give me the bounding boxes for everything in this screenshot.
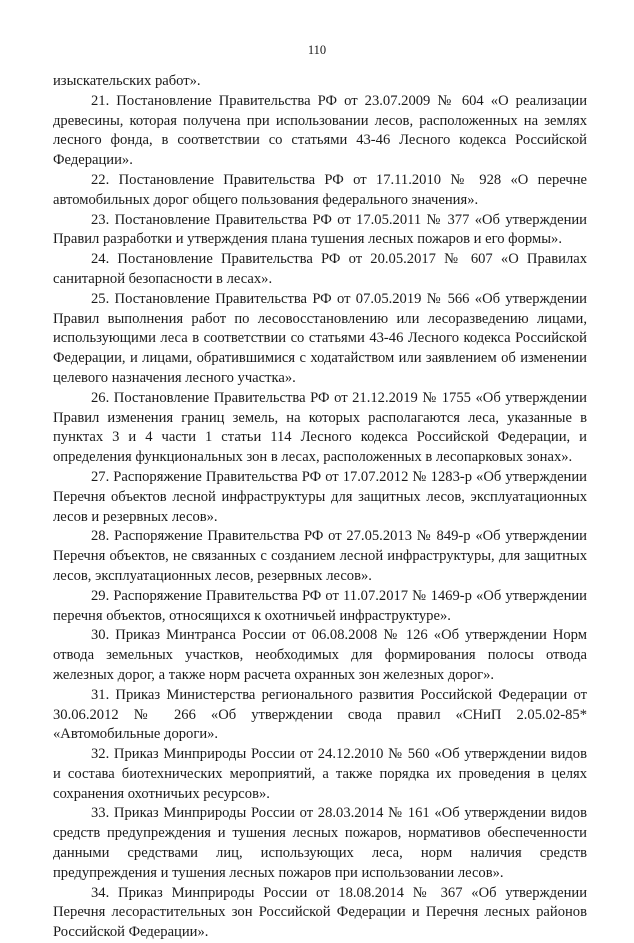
- list-item: 26. Постановление Правительства РФ от 21.12.2019 № 1755 «Об утверждении Правил изменения границ земель, на которых располагаются леса, указанные в пунктах 3 и 4 части 1 статьи 114 Лесного кодекса Российской Федерации, и определения функциональных зон в лесах, расположенных в лесопарковых зонах».: [53, 389, 587, 466]
- list-item: 23. Постановление Правительства РФ от 17.05.2011 № 377 «Об утверждении Правил разработки и утверждения плана тушения лесных пожаров и его формы».: [53, 211, 587, 248]
- document-body: [53, 72, 587, 943]
- list-item: 22. Постановление Правительства РФ от 17.11.2010 № 928 «О перечне автомобильных дорог общего пользования федерального значения».: [53, 171, 587, 208]
- list-item: 29. Распоряжение Правительства РФ от 11.07.2017 № 1469-р «Об утверждении перечня объектов, относящихся к охотничьей инфраструктуре».: [53, 587, 587, 624]
- list-item: 27. Распоряжение Правительства РФ от 17.07.2012 № 1283-р «Об утверждении Перечня объектов лесной инфраструктуры для защитных лесов, эксплуатационных лесов и резервных лесов».: [53, 468, 587, 525]
- list-item: 32. Приказ Минприроды России от 24.12.2010 № 560 «Об утверждении видов и состава биотехнических мероприятий, а также порядка их проведения в целях сохранения охотничьих ресурсов».: [53, 746, 587, 802]
- list-item: 21. Постановление Правительства РФ от 23.07.2009 № 604 «О реализации древесины, которая получена при использовании лесов, расположенных на землях лесного фонда, в соответствии со статьями 43-46 Лесного кодекса Российской Федерации».: [53, 92, 587, 169]
- list-item: 33. Приказ Минприроды России от 28.03.2014 № 161 «Об утверждении видов средств предупреждения и тушения лесных пожаров, нормативов обеспеченности данными средствами лиц, использующих леса, норм наличия средств предупреждения и тушения лесных пожаров при использовании лесов».: [53, 805, 587, 881]
- list-item: 34. Приказ Минприроды России от 18.08.2014 № 367 «Об утверждении Перечня лесорастительных зон Российской Федерации и Перечня лесных районов Российской Федерации».: [53, 884, 587, 941]
- list-item: 25. Постановление Правительства РФ от 07.05.2019 № 566 «Об утверждении Правил выполнения работ по лесовосстановлению или лесоразведению лицами, использующими леса в соответствии со статьями 43-46 Лесного кодекса Российской Федерации, и лицами, обратившимися с ходатайством или заявлением об изменении целевого назначения лесного участка».: [53, 290, 587, 386]
- page-number: 110: [307, 43, 327, 57]
- list-item: 31. Приказ Министерства регионального развития Российской Федерации от 30.06.2012 № 266 «Об утверждении свода правил «СНиП 2.05.02-85* «Автомобильные дороги».: [53, 686, 587, 743]
- list-item: 30. Приказ Минтранса России от 06.08.2008 № 126 «Об утверждении Норм отвода земельных участков, необходимых для формирования полосы отвода железных дорог, а также норм расчета охранных зон железных дорог».: [53, 627, 587, 683]
- continuation-text: изыскательских работ».: [53, 73, 201, 89]
- list-item: 28. Распоряжение Правительства РФ от 27.05.2013 № 849-р «Об утверждении Перечня объектов, не связанных с созданием лесной инфраструктуры, для защитных лесов, эксплуатационных лесов, резервных лесов».: [53, 528, 587, 584]
- list-item: 24. Постановление Правительства РФ от 20.05.2017 № 607 «О Правилах санитарной безопасности в лесах».: [53, 251, 587, 287]
